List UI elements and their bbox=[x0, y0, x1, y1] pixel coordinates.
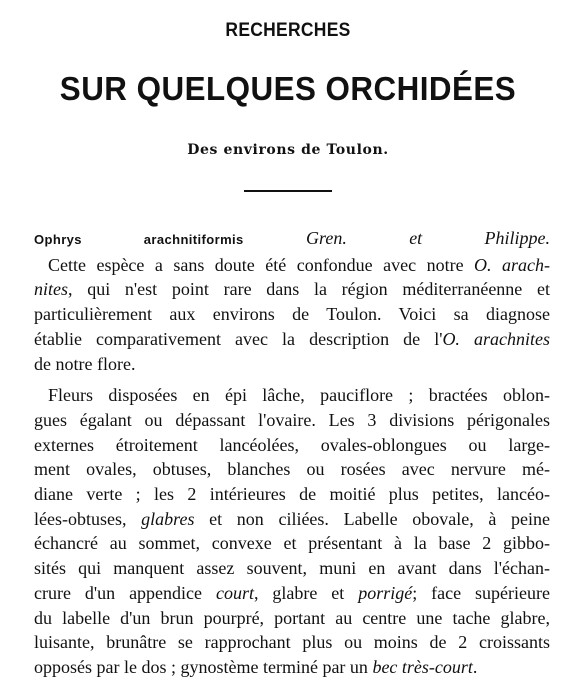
p2-line bbox=[34, 531, 550, 556]
p2-line bbox=[34, 606, 550, 631]
text-run: ment ovales, obtuses, blanches ou rosées avec nervure mé- bbox=[34, 459, 550, 480]
text-run: lées-obtuses, bbox=[34, 508, 142, 529]
p1-line bbox=[34, 302, 550, 327]
paragraph-2 bbox=[34, 383, 550, 679]
text-run: externes étroitement lancéolées, ovales-oblongues ou large- bbox=[34, 434, 550, 455]
p2-line bbox=[34, 655, 550, 680]
text-run: Cette espèce a sans doute été confondue avec notre bbox=[48, 254, 475, 275]
p1-line bbox=[34, 277, 550, 302]
text-run: ; face supérieure bbox=[412, 582, 550, 603]
paragraph-1 bbox=[34, 226, 550, 376]
text-run: établie comparativement avec la description de l' bbox=[34, 328, 443, 349]
body-text bbox=[34, 226, 550, 687]
p2-line bbox=[34, 507, 550, 532]
text-run: sités qui manquent assez souvent, muni en avant dans l'échan- bbox=[34, 558, 550, 579]
text-run: de notre flore. bbox=[34, 353, 136, 374]
text-run: et non ciliées. Labelle obovale, à peine bbox=[194, 508, 550, 529]
p2-line bbox=[34, 457, 550, 482]
italic-text: glabres bbox=[141, 508, 195, 529]
divider-rule bbox=[244, 190, 332, 192]
paragraph-1-body bbox=[34, 253, 550, 377]
text-run: diane verte ; les 2 intérieures de moitié plus petites, lancéo- bbox=[34, 484, 550, 505]
text-run: échancré au sommet, convexe et présentant à la base 2 gibbo- bbox=[34, 533, 550, 554]
p2-line bbox=[34, 433, 550, 458]
p1-line bbox=[34, 352, 550, 377]
p2-line bbox=[34, 408, 550, 433]
paragraph-1-heading-line bbox=[34, 226, 550, 253]
italic-text: O. arach- bbox=[474, 254, 550, 275]
text-run: Fleurs disposées en épi lâche, pauciflore ; bractées oblon- bbox=[48, 385, 550, 406]
text-run: opposés par le dos ; gynostème terminé par un bbox=[34, 656, 373, 677]
text-run: . bbox=[472, 656, 478, 677]
text-run: gues égalant ou dépassant l'ovaire. Les 3 divisions périgonales bbox=[34, 409, 550, 430]
species-name: Ophrys arachnitiformis bbox=[34, 232, 244, 247]
italic-text: O. arachnites bbox=[442, 328, 550, 349]
text-run: , qui n'est point rare dans la région méditerranéenne et bbox=[68, 279, 550, 300]
italic-text: porrigé bbox=[358, 582, 413, 603]
p2-line bbox=[34, 383, 550, 408]
p2-line bbox=[34, 581, 550, 606]
page-subtitle: Des environs de Toulon. bbox=[187, 142, 389, 158]
text-run: , glabre et bbox=[253, 582, 359, 603]
page-title: SUR QUELQUES ORCHIDÉES bbox=[59, 70, 517, 107]
p2-line bbox=[34, 630, 550, 655]
p1-line bbox=[34, 253, 550, 278]
italic-text: court bbox=[215, 582, 254, 603]
p1-line bbox=[34, 327, 550, 352]
text-run: crure d'un appendice bbox=[34, 582, 216, 603]
p2-line bbox=[34, 556, 550, 581]
italic-text: nites bbox=[34, 279, 68, 300]
text-run: luisante, brunâtre se rapprochant plus ou moins de 2 croissants bbox=[34, 632, 550, 653]
text-run: particulièrement aux environs de Toulon. Voici sa diagnose bbox=[34, 304, 550, 325]
italic-text: bec très-court bbox=[372, 656, 473, 677]
species-authority: Gren. et Philippe. bbox=[306, 228, 551, 248]
heading-kicker: RECHERCHES bbox=[225, 20, 351, 41]
p2-line bbox=[34, 482, 550, 507]
text-run: du labelle d'un brun pourpré, portant au centre une tache glabre, bbox=[34, 607, 550, 628]
